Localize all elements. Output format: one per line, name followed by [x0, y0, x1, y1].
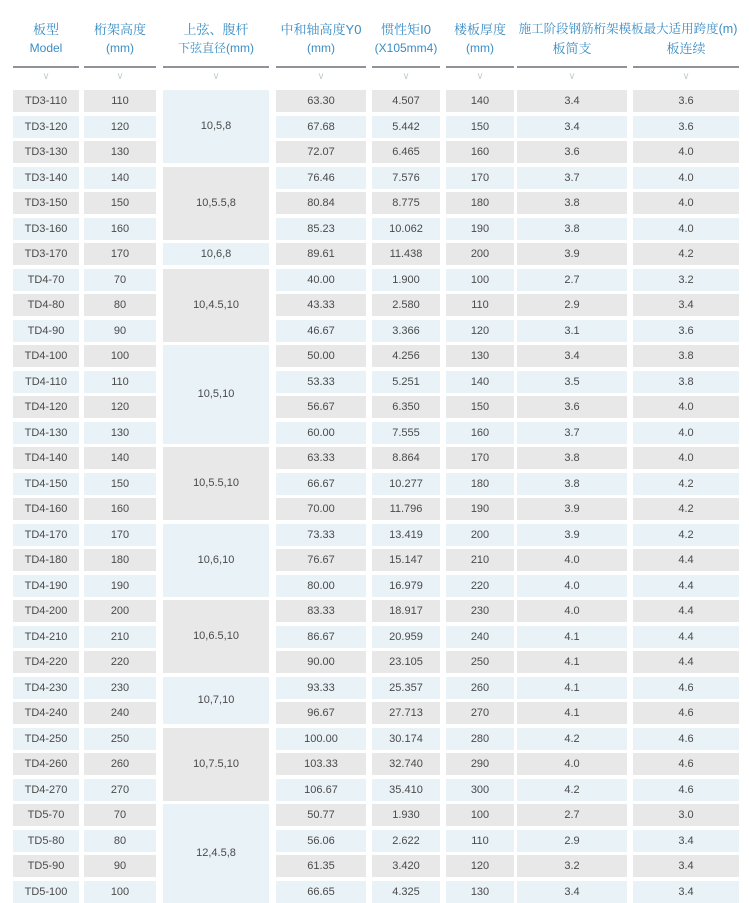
cell-neutral-axis: 76.46 [276, 167, 366, 189]
cell-neutral-axis: 50.77 [276, 804, 366, 826]
cell-inertia: 3.366 [372, 320, 440, 342]
cell-truss-height: 180 [84, 549, 156, 571]
cell-slab-thickness: 120 [446, 855, 514, 877]
cell-truss-height: 230 [84, 677, 156, 699]
cell-truss-height: 130 [84, 141, 156, 163]
cell-slab-thickness: 160 [446, 422, 514, 444]
cell-truss-height: 190 [84, 575, 156, 597]
header-inertia [372, 20, 440, 64]
cell-inertia: 1.900 [372, 269, 440, 291]
cell-span-continuous: 3.4 [633, 294, 739, 316]
cell-diameter-group: 10,6,10 [163, 524, 269, 597]
header-diameter-line2: 下弦直径(mm) [178, 41, 254, 55]
cell-neutral-axis: 103.33 [276, 753, 366, 775]
cell-inertia: 18.917 [372, 600, 440, 622]
cell-neutral-axis: 89.61 [276, 243, 366, 265]
cell-model: TD4-210 [13, 626, 79, 648]
cell-truss-height: 100 [84, 345, 156, 367]
cell-span-continuous: 3.2 [633, 269, 739, 291]
cell-span-simple: 4.2 [517, 779, 627, 801]
cell-inertia: 7.555 [372, 422, 440, 444]
chevron-down-icon: ∨ [42, 71, 50, 82]
header-inertia-label: 惯性矩I0 [381, 22, 431, 37]
cell-span-simple: 3.6 [517, 396, 627, 418]
cell-span-simple: 3.8 [517, 192, 627, 214]
cell-span-simple: 2.7 [517, 804, 627, 826]
cell-span-continuous: 3.4 [633, 855, 739, 877]
cell-neutral-axis: 66.65 [276, 881, 366, 903]
cell-span-continuous: 4.6 [633, 779, 739, 801]
cell-inertia: 5.442 [372, 116, 440, 138]
cell-span-simple: 3.8 [517, 218, 627, 240]
cell-slab-thickness: 140 [446, 371, 514, 393]
cell-inertia: 35.410 [372, 779, 440, 801]
chevron-down-icon: ∨ [402, 71, 410, 82]
cell-inertia: 4.507 [372, 90, 440, 112]
cell-slab-thickness: 140 [446, 90, 514, 112]
cell-model: TD4-220 [13, 651, 79, 673]
cell-span-continuous: 3.4 [633, 830, 739, 852]
cell-model: TD3-150 [13, 192, 79, 214]
cell-model: TD4-70 [13, 269, 79, 291]
cell-span-simple: 3.2 [517, 855, 627, 877]
cell-inertia: 8.864 [372, 447, 440, 469]
cell-truss-height: 110 [84, 90, 156, 112]
cell-span-continuous: 4.4 [633, 651, 739, 673]
cell-neutral-axis: 85.23 [276, 218, 366, 240]
cell-model: TD4-200 [13, 600, 79, 622]
cell-span-continuous: 3.8 [633, 345, 739, 367]
cell-model: TD4-140 [13, 447, 79, 469]
cell-truss-height: 200 [84, 600, 156, 622]
cell-slab-thickness: 280 [446, 728, 514, 750]
cell-inertia: 4.256 [372, 345, 440, 367]
cell-slab-thickness: 210 [446, 549, 514, 571]
cell-model: TD4-230 [13, 677, 79, 699]
cell-span-continuous: 3.0 [633, 804, 739, 826]
cell-span-simple: 4.0 [517, 575, 627, 597]
cell-neutral-axis: 70.00 [276, 498, 366, 520]
cell-slab-thickness: 170 [446, 167, 514, 189]
cell-model: TD3-140 [13, 167, 79, 189]
header-model-cn: 板型 [32, 22, 59, 37]
header-slab-thickness-label: 楼板厚度 [453, 22, 506, 37]
cell-model: TD4-240 [13, 702, 79, 724]
cell-span-continuous: 4.0 [633, 422, 739, 444]
cell-truss-height: 210 [84, 626, 156, 648]
cell-span-simple: 3.6 [517, 141, 627, 163]
cell-span-continuous: 4.4 [633, 549, 739, 571]
cell-inertia: 4.325 [372, 881, 440, 903]
cell-inertia: 7.576 [372, 167, 440, 189]
cell-slab-thickness: 120 [446, 320, 514, 342]
cell-model: TD4-130 [13, 422, 79, 444]
cell-span-simple: 3.4 [517, 116, 627, 138]
header-slab-thickness-unit: (mm) [466, 41, 494, 55]
cell-span-continuous: 4.0 [633, 167, 739, 189]
cell-diameter-group: 10,7.5,10 [163, 728, 269, 801]
cell-model: TD3-170 [13, 243, 79, 265]
header-neutral-axis [276, 20, 366, 64]
cell-model: TD4-110 [13, 371, 79, 393]
cell-model: TD4-90 [13, 320, 79, 342]
cell-diameter-group: 10,5.5,8 [163, 167, 269, 240]
cell-model: TD3-120 [13, 116, 79, 138]
cell-span-continuous: 4.4 [633, 626, 739, 648]
table-header [0, 0, 749, 90]
cell-inertia: 11.796 [372, 498, 440, 520]
cell-truss-height: 90 [84, 320, 156, 342]
cell-model: TD5-70 [13, 804, 79, 826]
header-neutral-axis-label: 中和轴高度Y0 [280, 22, 362, 37]
header-divider [446, 66, 514, 68]
cell-inertia: 1.930 [372, 804, 440, 826]
cell-span-continuous: 4.6 [633, 728, 739, 750]
cell-span-simple: 3.8 [517, 473, 627, 495]
cell-model: TD4-170 [13, 524, 79, 546]
cell-span-simple: 4.0 [517, 549, 627, 571]
cell-model: TD3-130 [13, 141, 79, 163]
cell-truss-height: 70 [84, 269, 156, 291]
cell-neutral-axis: 40.00 [276, 269, 366, 291]
cell-truss-height: 140 [84, 167, 156, 189]
cell-span-simple: 3.4 [517, 345, 627, 367]
cell-slab-thickness: 240 [446, 626, 514, 648]
cell-span-simple: 3.1 [517, 320, 627, 342]
cell-neutral-axis: 63.30 [276, 90, 366, 112]
cell-inertia: 25.357 [372, 677, 440, 699]
cell-span-simple: 3.7 [517, 422, 627, 444]
cell-inertia: 6.465 [372, 141, 440, 163]
cell-span-continuous: 4.2 [633, 524, 739, 546]
cell-slab-thickness: 100 [446, 804, 514, 826]
cell-slab-thickness: 230 [446, 600, 514, 622]
cell-neutral-axis: 93.33 [276, 677, 366, 699]
cell-span-simple: 3.9 [517, 498, 627, 520]
cell-slab-thickness: 180 [446, 473, 514, 495]
chevron-down-icon: ∨ [568, 71, 576, 82]
cell-span-continuous: 4.2 [633, 498, 739, 520]
cell-span-continuous: 3.6 [633, 90, 739, 112]
cell-truss-height: 160 [84, 218, 156, 240]
cell-span-continuous: 4.0 [633, 141, 739, 163]
cell-slab-thickness: 110 [446, 830, 514, 852]
cell-neutral-axis: 100.00 [276, 728, 366, 750]
cell-neutral-axis: 63.33 [276, 447, 366, 469]
cell-diameter-group: 10,7,10 [163, 677, 269, 725]
cell-span-simple: 3.7 [517, 167, 627, 189]
cell-diameter-group: 10,4.5,10 [163, 269, 269, 342]
cell-diameter-group: 12,4.5,8 [163, 804, 269, 903]
cell-span-simple: 3.8 [517, 447, 627, 469]
cell-span-continuous: 4.0 [633, 447, 739, 469]
header-simple-support-label: 板简支 [552, 41, 592, 56]
cell-span-continuous: 4.6 [633, 753, 739, 775]
cell-truss-height: 270 [84, 779, 156, 801]
chevron-down-icon: ∨ [116, 71, 124, 82]
cell-truss-height: 170 [84, 524, 156, 546]
cell-truss-height: 140 [84, 447, 156, 469]
cell-inertia: 16.979 [372, 575, 440, 597]
cell-span-continuous: 4.4 [633, 575, 739, 597]
cell-span-continuous: 4.6 [633, 677, 739, 699]
cell-slab-thickness: 150 [446, 396, 514, 418]
header-truss-height [84, 20, 156, 64]
cell-diameter-group: 10,5,10 [163, 345, 269, 444]
header-divider [517, 66, 627, 68]
cell-truss-height: 260 [84, 753, 156, 775]
cell-span-simple: 4.1 [517, 677, 627, 699]
cell-span-simple: 2.9 [517, 294, 627, 316]
cell-inertia: 30.174 [372, 728, 440, 750]
cell-inertia: 15.147 [372, 549, 440, 571]
cell-model: TD5-100 [13, 881, 79, 903]
header-slab-thickness [446, 20, 514, 64]
header-inertia-unit: (X105mm4) [374, 41, 438, 55]
cell-truss-height: 130 [84, 422, 156, 444]
chevron-down-icon: ∨ [682, 71, 690, 82]
cell-model: TD4-190 [13, 575, 79, 597]
cell-span-continuous: 4.0 [633, 218, 739, 240]
cell-neutral-axis: 50.00 [276, 345, 366, 367]
cell-span-simple: 4.1 [517, 651, 627, 673]
cell-span-continuous: 4.2 [633, 243, 739, 265]
cell-span-continuous: 4.2 [633, 473, 739, 495]
cell-inertia: 5.251 [372, 371, 440, 393]
cell-slab-thickness: 270 [446, 702, 514, 724]
cell-neutral-axis: 86.67 [276, 626, 366, 648]
cell-truss-height: 150 [84, 473, 156, 495]
cell-inertia: 6.350 [372, 396, 440, 418]
cell-span-simple: 4.0 [517, 600, 627, 622]
header-truss-height-label: 桁架高度 [93, 22, 146, 37]
cell-span-simple: 3.9 [517, 524, 627, 546]
cell-model: TD4-80 [13, 294, 79, 316]
cell-slab-thickness: 250 [446, 651, 514, 673]
chevron-down-icon: ∨ [317, 71, 325, 82]
cell-span-simple: 4.2 [517, 728, 627, 750]
cell-inertia: 27.713 [372, 702, 440, 724]
cell-truss-height: 250 [84, 728, 156, 750]
cell-neutral-axis: 56.06 [276, 830, 366, 852]
cell-slab-thickness: 130 [446, 345, 514, 367]
cell-inertia: 10.277 [372, 473, 440, 495]
header-simple-support [517, 39, 627, 59]
cell-slab-thickness: 260 [446, 677, 514, 699]
cell-truss-height: 90 [84, 855, 156, 877]
cell-inertia: 13.419 [372, 524, 440, 546]
cell-inertia: 20.959 [372, 626, 440, 648]
cell-model: TD3-160 [13, 218, 79, 240]
cell-slab-thickness: 100 [446, 269, 514, 291]
cell-diameter-group: 10,6,8 [163, 243, 269, 265]
cell-inertia: 8.775 [372, 192, 440, 214]
cell-span-continuous: 3.8 [633, 371, 739, 393]
cell-truss-height: 110 [84, 371, 156, 393]
cell-neutral-axis: 80.84 [276, 192, 366, 214]
cell-span-continuous: 4.0 [633, 192, 739, 214]
cell-model: TD5-90 [13, 855, 79, 877]
cell-span-simple: 3.5 [517, 371, 627, 393]
cell-span-continuous: 3.6 [633, 116, 739, 138]
header-truss-height-unit: (mm) [106, 41, 134, 55]
header-continuous-label: 板连续 [666, 41, 706, 56]
cell-truss-height: 170 [84, 243, 156, 265]
cell-neutral-axis: 61.35 [276, 855, 366, 877]
cell-span-continuous: 3.4 [633, 881, 739, 903]
cell-slab-thickness: 110 [446, 294, 514, 316]
cell-neutral-axis: 60.00 [276, 422, 366, 444]
cell-slab-thickness: 150 [446, 116, 514, 138]
cell-span-simple: 3.4 [517, 90, 627, 112]
cell-slab-thickness: 160 [446, 141, 514, 163]
cell-neutral-axis: 67.68 [276, 116, 366, 138]
cell-truss-height: 80 [84, 294, 156, 316]
cell-span-continuous: 4.6 [633, 702, 739, 724]
header-continuous [633, 39, 739, 59]
cell-slab-thickness: 300 [446, 779, 514, 801]
cell-neutral-axis: 76.67 [276, 549, 366, 571]
cell-diameter-group: 10,5.5,10 [163, 447, 269, 520]
cell-span-simple: 4.1 [517, 626, 627, 648]
cell-span-simple: 3.9 [517, 243, 627, 265]
cell-model: TD4-180 [13, 549, 79, 571]
header-divider [84, 66, 156, 68]
chevron-down-icon: ∨ [476, 71, 484, 82]
cell-neutral-axis: 53.33 [276, 371, 366, 393]
cell-model: TD5-80 [13, 830, 79, 852]
cell-truss-height: 160 [84, 498, 156, 520]
cell-span-continuous: 4.4 [633, 600, 739, 622]
cell-truss-height: 100 [84, 881, 156, 903]
cell-model: TD4-250 [13, 728, 79, 750]
cell-inertia: 11.438 [372, 243, 440, 265]
cell-inertia: 3.420 [372, 855, 440, 877]
header-diameter [163, 20, 269, 64]
header-divider [372, 66, 440, 68]
header-model [13, 20, 79, 64]
cell-truss-height: 220 [84, 651, 156, 673]
cell-span-continuous: 3.6 [633, 320, 739, 342]
cell-neutral-axis: 46.67 [276, 320, 366, 342]
header-diameter-line1: 上弦、腹杆 [183, 22, 249, 37]
cell-truss-height: 120 [84, 396, 156, 418]
cell-span-continuous: 4.0 [633, 396, 739, 418]
cell-model: TD4-160 [13, 498, 79, 520]
cell-truss-height: 240 [84, 702, 156, 724]
cell-neutral-axis: 72.07 [276, 141, 366, 163]
cell-slab-thickness: 200 [446, 524, 514, 546]
cell-model: TD4-150 [13, 473, 79, 495]
cell-span-simple: 4.1 [517, 702, 627, 724]
cell-truss-height: 80 [84, 830, 156, 852]
cell-inertia: 2.622 [372, 830, 440, 852]
cell-span-simple: 2.7 [517, 269, 627, 291]
cell-truss-height: 150 [84, 192, 156, 214]
cell-model: TD3-110 [13, 90, 79, 112]
cell-neutral-axis: 56.67 [276, 396, 366, 418]
header-divider [13, 66, 79, 68]
cell-model: TD4-260 [13, 753, 79, 775]
cell-neutral-axis: 96.67 [276, 702, 366, 724]
header-neutral-axis-unit: (mm) [307, 41, 335, 55]
cell-neutral-axis: 106.67 [276, 779, 366, 801]
cell-neutral-axis: 83.33 [276, 600, 366, 622]
cell-inertia: 23.105 [372, 651, 440, 673]
cell-neutral-axis: 80.00 [276, 575, 366, 597]
cell-slab-thickness: 200 [446, 243, 514, 265]
cell-slab-thickness: 190 [446, 218, 514, 240]
cell-neutral-axis: 66.67 [276, 473, 366, 495]
cell-slab-thickness: 290 [446, 753, 514, 775]
header-divider [276, 66, 366, 68]
cell-span-simple: 2.9 [517, 830, 627, 852]
cell-slab-thickness: 190 [446, 498, 514, 520]
header-divider [633, 66, 739, 68]
cell-neutral-axis: 43.33 [276, 294, 366, 316]
chevron-down-icon: ∨ [212, 71, 220, 82]
cell-slab-thickness: 170 [446, 447, 514, 469]
cell-truss-height: 120 [84, 116, 156, 138]
cell-truss-height: 70 [84, 804, 156, 826]
cell-inertia: 2.580 [372, 294, 440, 316]
cell-diameter-group: 10,6.5,10 [163, 600, 269, 673]
header-divider [163, 66, 269, 68]
header-max-span-label: 施工阶段钢筋桁架模板最大适用跨度(m) [518, 22, 738, 36]
cell-diameter-group: 10,5,8 [163, 90, 269, 163]
cell-inertia: 10.062 [372, 218, 440, 240]
cell-span-simple: 3.4 [517, 881, 627, 903]
header-model-en: Model [29, 41, 63, 55]
cell-model: TD4-120 [13, 396, 79, 418]
cell-neutral-axis: 73.33 [276, 524, 366, 546]
cell-model: TD4-270 [13, 779, 79, 801]
cell-span-simple: 4.0 [517, 753, 627, 775]
cell-neutral-axis: 90.00 [276, 651, 366, 673]
cell-slab-thickness: 180 [446, 192, 514, 214]
cell-slab-thickness: 220 [446, 575, 514, 597]
cell-slab-thickness: 130 [446, 881, 514, 903]
cell-inertia: 32.740 [372, 753, 440, 775]
cell-model: TD4-100 [13, 345, 79, 367]
